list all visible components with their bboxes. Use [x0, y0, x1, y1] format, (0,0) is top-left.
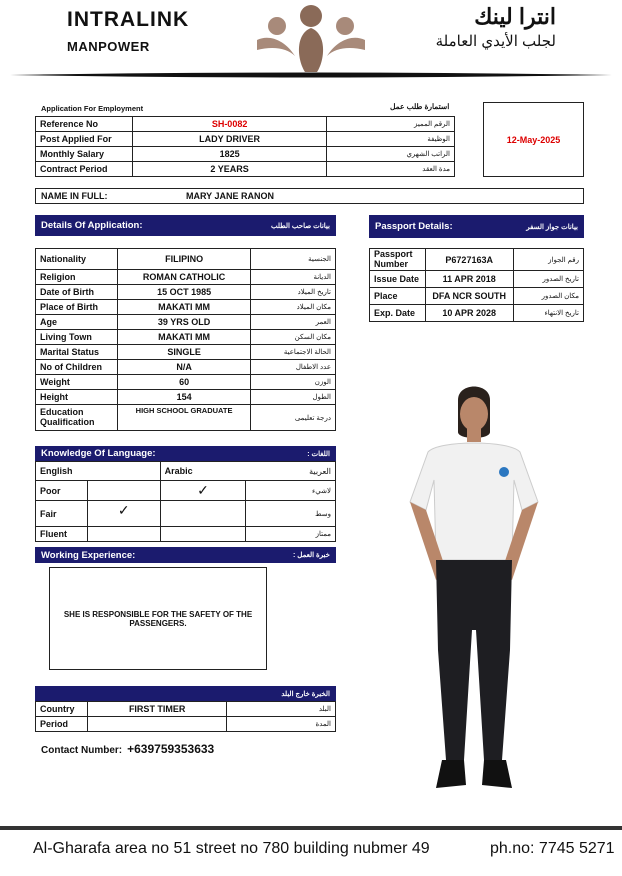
footer-phone: ph.no: 7745 5271: [490, 840, 615, 857]
row-label: Living Town: [36, 330, 118, 345]
application-table: [35, 116, 455, 177]
row-label-ar: الجنسية: [251, 249, 336, 270]
row-label-ar: ممتاز: [246, 527, 336, 542]
row-label: Weight: [36, 375, 118, 390]
row-label-ar: الراتب الشهري: [327, 147, 455, 162]
row-label-ar: الحالة الاجتماعية: [251, 345, 336, 360]
table-row: [36, 405, 336, 431]
row-value: 60: [117, 375, 250, 390]
brand-name-ar: انترا لينك: [474, 4, 556, 29]
abroad-table: [35, 701, 336, 732]
row-label: Exp. Date: [370, 305, 426, 322]
row-label: Religion: [36, 270, 118, 285]
row-label: Passport Number: [370, 249, 426, 271]
row-label-ar: المدة: [227, 717, 336, 732]
details-title: Details Of Application:: [41, 220, 143, 231]
table-row: [36, 375, 336, 390]
abroad-header: [35, 686, 336, 701]
table-row: [36, 717, 336, 732]
table-row: [36, 527, 336, 542]
table-row: [36, 462, 336, 481]
table-row: [36, 249, 336, 270]
row-label-ar: تاريخ الميلاد: [251, 285, 336, 300]
row-label-ar: الوظيفة: [327, 132, 455, 147]
table-row: [36, 300, 336, 315]
contact-number: [41, 742, 214, 756]
post-value: LADY DRIVER: [132, 132, 326, 147]
brand-subtitle-ar: لجلب الأيدي العاملة: [435, 33, 556, 50]
table-row: [36, 330, 336, 345]
arabic-fair-cell: [160, 501, 246, 527]
row-label: Date of Birth: [36, 285, 118, 300]
row-label: Fair: [36, 501, 88, 527]
row-label-ar: درجة تعليمى: [251, 405, 336, 431]
row-label: Period: [36, 717, 88, 732]
row-label-ar: رقم الجواز: [513, 249, 584, 271]
row-label-ar: الطول: [251, 390, 336, 405]
row-value: 11 APR 2018: [425, 271, 513, 288]
row-value: ROMAN CATHOLIC: [117, 270, 250, 285]
table-row: [36, 285, 336, 300]
table-row: [36, 501, 336, 527]
form-title-ar: استمارة طلب عمل: [390, 102, 450, 111]
table-row: [36, 162, 455, 177]
details-title-ar: بيانات صاحب الطلب: [270, 222, 330, 230]
row-label-ar: مكان الصدور: [513, 288, 584, 305]
row-label-ar: مدة العقد: [327, 162, 455, 177]
row-value: 10 APR 2028: [425, 305, 513, 322]
row-label-ar: البلد: [227, 702, 336, 717]
row-label: Issue Date: [370, 271, 426, 288]
arabic-column-header: Arabic: [160, 462, 246, 481]
row-label-ar: الوزن: [251, 375, 336, 390]
row-label: Age: [36, 315, 118, 330]
full-name-box: [35, 188, 584, 204]
table-row: [370, 305, 584, 322]
experience-box: [49, 567, 267, 670]
row-label: Place: [370, 288, 426, 305]
contact-label: Contact Number:: [41, 745, 123, 756]
row-label: Marital Status: [36, 345, 118, 360]
row-value: N/A: [117, 360, 250, 375]
passport-header: [369, 215, 584, 238]
contact-value: +639759353633: [127, 742, 215, 756]
row-value: 154: [117, 390, 250, 405]
row-value: 39 YRS OLD: [117, 315, 250, 330]
table-row: [36, 345, 336, 360]
experience-text: SHE IS RESPONSIBLE FOR THE SAFETY OF THE PASSENGERS.: [63, 609, 253, 628]
table-row: [36, 117, 455, 132]
details-header: [35, 215, 336, 236]
experience-title: Working Experience:: [41, 549, 136, 561]
experience-header: [35, 547, 336, 563]
brand-subtitle-en: MANPOWER: [67, 39, 150, 54]
passport-title-ar: بيانات جواز السفر: [526, 223, 578, 231]
row-label-ar: مكان الميلاد: [251, 300, 336, 315]
footer-divider: [0, 826, 622, 830]
row-label-ar: وسط: [246, 501, 336, 527]
reference-value: SH-0082: [132, 117, 326, 132]
row-value: P6727163A: [425, 249, 513, 271]
row-label: Post Applied For: [36, 132, 133, 147]
salary-value: 1825: [132, 147, 326, 162]
arabic-poor-check: ✓: [160, 481, 246, 501]
row-label-ar: تاريخ الانتهاء: [513, 305, 584, 322]
language-title: Knowledge Of Language:: [41, 448, 156, 459]
application-date: 12-May-2025: [483, 102, 584, 177]
row-label-ar: مكان السكن: [251, 330, 336, 345]
row-label: Education Qualification: [36, 405, 118, 431]
table-row: [370, 249, 584, 271]
table-row: [36, 481, 336, 501]
company-logo-icon: [255, 0, 367, 72]
row-value: SINGLE: [117, 345, 250, 360]
details-table: [35, 248, 336, 431]
passport-title: Passport Details:: [375, 220, 453, 232]
row-label: Contract Period: [36, 162, 133, 177]
arabic-fluent-cell: [160, 527, 246, 542]
table-row: [370, 288, 584, 305]
english-poor-cell: [87, 481, 160, 501]
row-label-ar: الديانة: [251, 270, 336, 285]
table-row: [36, 360, 336, 375]
country-value: FIRST TIMER: [87, 702, 226, 717]
row-label-ar: العمر: [251, 315, 336, 330]
row-label: Reference No: [36, 117, 133, 132]
table-row: [36, 390, 336, 405]
english-column-header: English: [36, 462, 161, 481]
row-label-ar: عدد الاطفال: [251, 360, 336, 375]
row-label: No of Children: [36, 360, 118, 375]
table-row: [36, 270, 336, 285]
full-name-label: NAME IN FULL:: [41, 191, 108, 201]
english-fluent-cell: [87, 527, 160, 542]
language-header: [35, 446, 336, 461]
table-row: [36, 132, 455, 147]
english-fair-check: ✓: [87, 501, 160, 527]
row-label: Height: [36, 390, 118, 405]
full-name-value: MARY JANE RANON: [186, 191, 275, 201]
experience-title-ar: خبرة العمل :: [293, 552, 330, 559]
row-label-ar: تاريخ الصدور: [513, 271, 584, 288]
table-row: [36, 147, 455, 162]
footer-address: Al-Gharafa area no 51 street no 780 building nubmer 49: [33, 840, 430, 857]
row-label: Nationality: [36, 249, 118, 270]
row-label: Place of Birth: [36, 300, 118, 315]
header-divider: [10, 72, 612, 78]
applicant-photo: [398, 380, 548, 800]
row-value: 15 OCT 1985: [117, 285, 250, 300]
row-label: Poor: [36, 481, 88, 501]
row-label-ar: لاشيء: [246, 481, 336, 501]
language-title-ar: اللغات :: [307, 450, 330, 458]
abroad-title-ar: الخبرة خارج البلد: [281, 690, 330, 698]
row-value: HIGH SCHOOL GRADUATE: [117, 405, 250, 431]
language-table: [35, 461, 336, 542]
row-label: Fluent: [36, 527, 88, 542]
row-value: MAKATI MM: [117, 330, 250, 345]
table-row: [36, 315, 336, 330]
passport-table: [369, 248, 584, 322]
row-value: FILIPINO: [117, 249, 250, 270]
row-value: DFA NCR SOUTH: [425, 288, 513, 305]
row-label: Country: [36, 702, 88, 717]
row-label: Monthly Salary: [36, 147, 133, 162]
table-row: [370, 271, 584, 288]
row-label-ar: الرقم المميز: [327, 117, 455, 132]
form-title-en: Application For Employment: [41, 104, 144, 113]
arabic-column-header-ar: العربية: [246, 462, 336, 481]
table-row: [36, 702, 336, 717]
row-value: MAKATI MM: [117, 300, 250, 315]
period-value: [87, 717, 226, 732]
brand-name-en: INTRALINK: [67, 8, 190, 31]
contract-value: 2 YEARS: [132, 162, 326, 177]
